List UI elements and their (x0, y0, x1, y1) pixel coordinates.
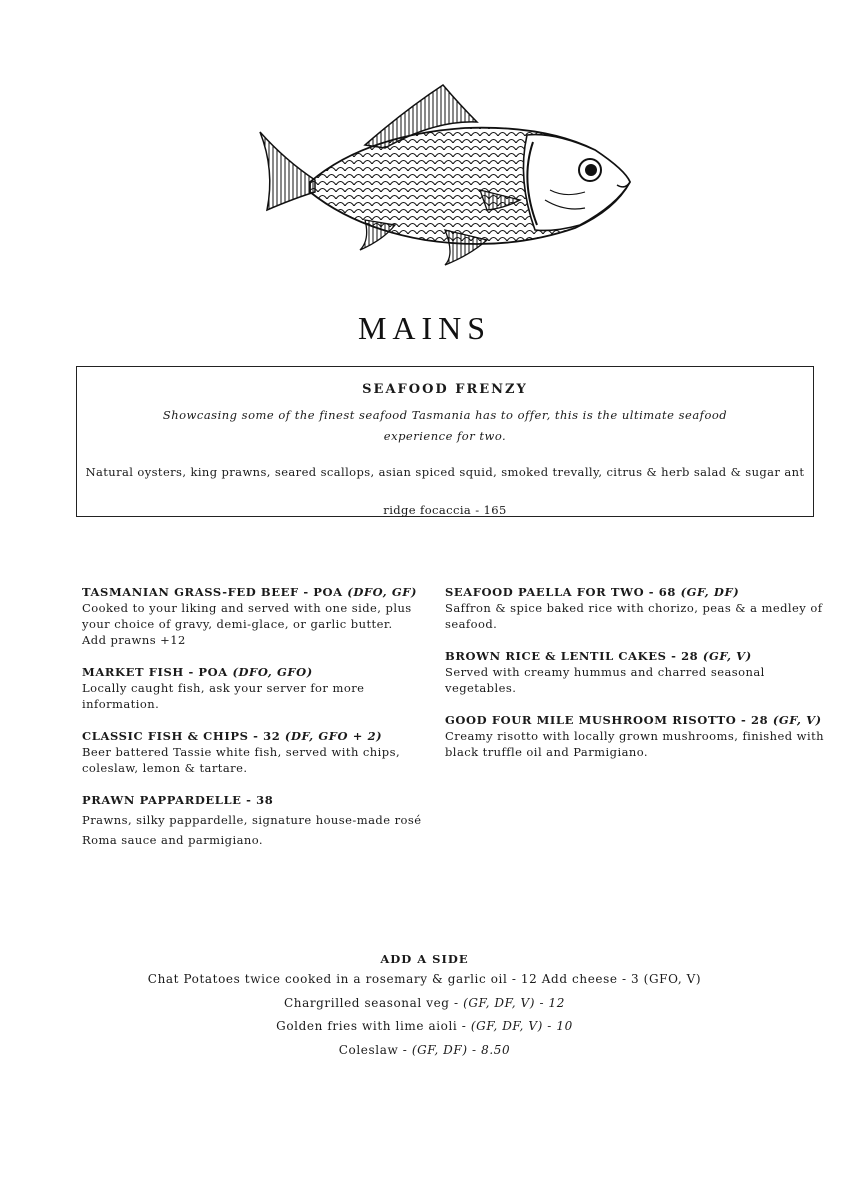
menu-item (445, 584, 825, 632)
menu-item (82, 728, 427, 776)
side-item (0, 992, 849, 1016)
menu-column-left (82, 584, 427, 866)
menu-item-name: CLASSIC FISH & CHIPS - 32 (82, 729, 281, 743)
menu-item (82, 792, 427, 850)
menu-item (82, 664, 427, 712)
menu-column-right (445, 584, 825, 776)
menu-item-tags: (DFO, GF) (347, 585, 418, 599)
menu-item-name: BROWN RICE & LENTIL CAKES - 28 (445, 649, 699, 663)
menu-item-name: TASMANIAN GRASS-FED BEEF - POA (82, 585, 343, 599)
menu-item (445, 648, 825, 696)
menu-item-description: Creamy risotto with locally grown mushrooms, finished with black truffle oil and Parmigiano. (445, 729, 825, 759)
menu-item-tags: (DFO, GFO) (232, 665, 313, 679)
menu-item-description: Beer battered Tassie white fish, served with chips, coleslaw, lemon & tartare. (82, 745, 401, 775)
menu-item-heading (445, 712, 825, 728)
menu-item-description: Locally caught fish, ask your server for more information. (82, 681, 365, 711)
featured-items: Natural oysters, king prawns, seared scallops, asian spiced squid, smoked trevally, citrus & herb salad & sugar ant ridge focaccia - 165 (85, 465, 805, 517)
side-item (0, 968, 849, 992)
featured-title: SEAFOOD FRENZY (362, 382, 528, 397)
menu-item-description: Cooked to your liking and served with one side, plus your choice of gravy, demi-glace, or garlic butter. (82, 601, 412, 631)
featured-description: Showcasing some of the finest seafood Tasmania has to offer, this is the ultimate seafood experience for two. (162, 408, 728, 443)
menu-item (445, 712, 825, 760)
sides-section (0, 950, 849, 1062)
featured-box (76, 366, 814, 517)
menu-item-addon: Add prawns +12 (82, 633, 186, 647)
side-item-tags: (GF, DF, V) - 10 (470, 1019, 573, 1033)
side-item (0, 1015, 849, 1039)
menu-item-heading (82, 584, 427, 600)
menu-item-name: PRAWN PAPPARDELLE - 38 (82, 793, 274, 807)
menu-item-heading (82, 664, 427, 680)
menu-item-description: Saffron & spice baked rice with chorizo, peas & a medley of seafood. (445, 601, 823, 631)
menu-item-heading (82, 792, 427, 808)
menu-item-description: Served with creamy hummus and charred seasonal vegetables. (445, 665, 765, 695)
side-item-text: Chat Potatoes twice cooked in a rosemary & garlic oil - 12 Add cheese - 3 (GFO, V) (147, 972, 702, 986)
menu-item-heading (445, 584, 825, 600)
menu-item (82, 584, 427, 648)
side-item (0, 1039, 849, 1063)
page-title: MAINS (357, 310, 492, 346)
menu-item-tags: (GF, V) (772, 713, 822, 727)
menu-item-heading (445, 648, 825, 664)
menu-item-name: GOOD FOUR MILE MUSHROOM RISOTTO - 28 (445, 713, 769, 727)
menu-item-tags: (DF, GFO + 2) (284, 729, 383, 743)
side-item-text: Coleslaw - (338, 1042, 412, 1057)
menu-item-name: SEAFOOD PAELLA FOR TWO - 68 (445, 585, 676, 599)
side-item-tags: (GF, DF, V) - 12 (463, 995, 566, 1010)
side-item-text: Chargrilled seasonal veg - (283, 995, 464, 1010)
side-item-tags: (GF, DF) - 8.50 (411, 1042, 511, 1057)
menu-item-tags: (GF, DF) (680, 585, 740, 599)
side-item-text: Golden fries with lime aioli - (276, 1019, 471, 1033)
menu-item-tags: (GF, V) (702, 649, 752, 663)
menu-item-name: MARKET FISH - POA (82, 665, 228, 679)
menu-item-heading (82, 728, 427, 744)
menu-item-description: Prawns, silky pappardelle, signature house-made rosé Roma sauce and parmigiano. (82, 813, 422, 847)
sides-title: ADD A SIDE (380, 952, 469, 966)
fish-illustration (255, 80, 635, 275)
